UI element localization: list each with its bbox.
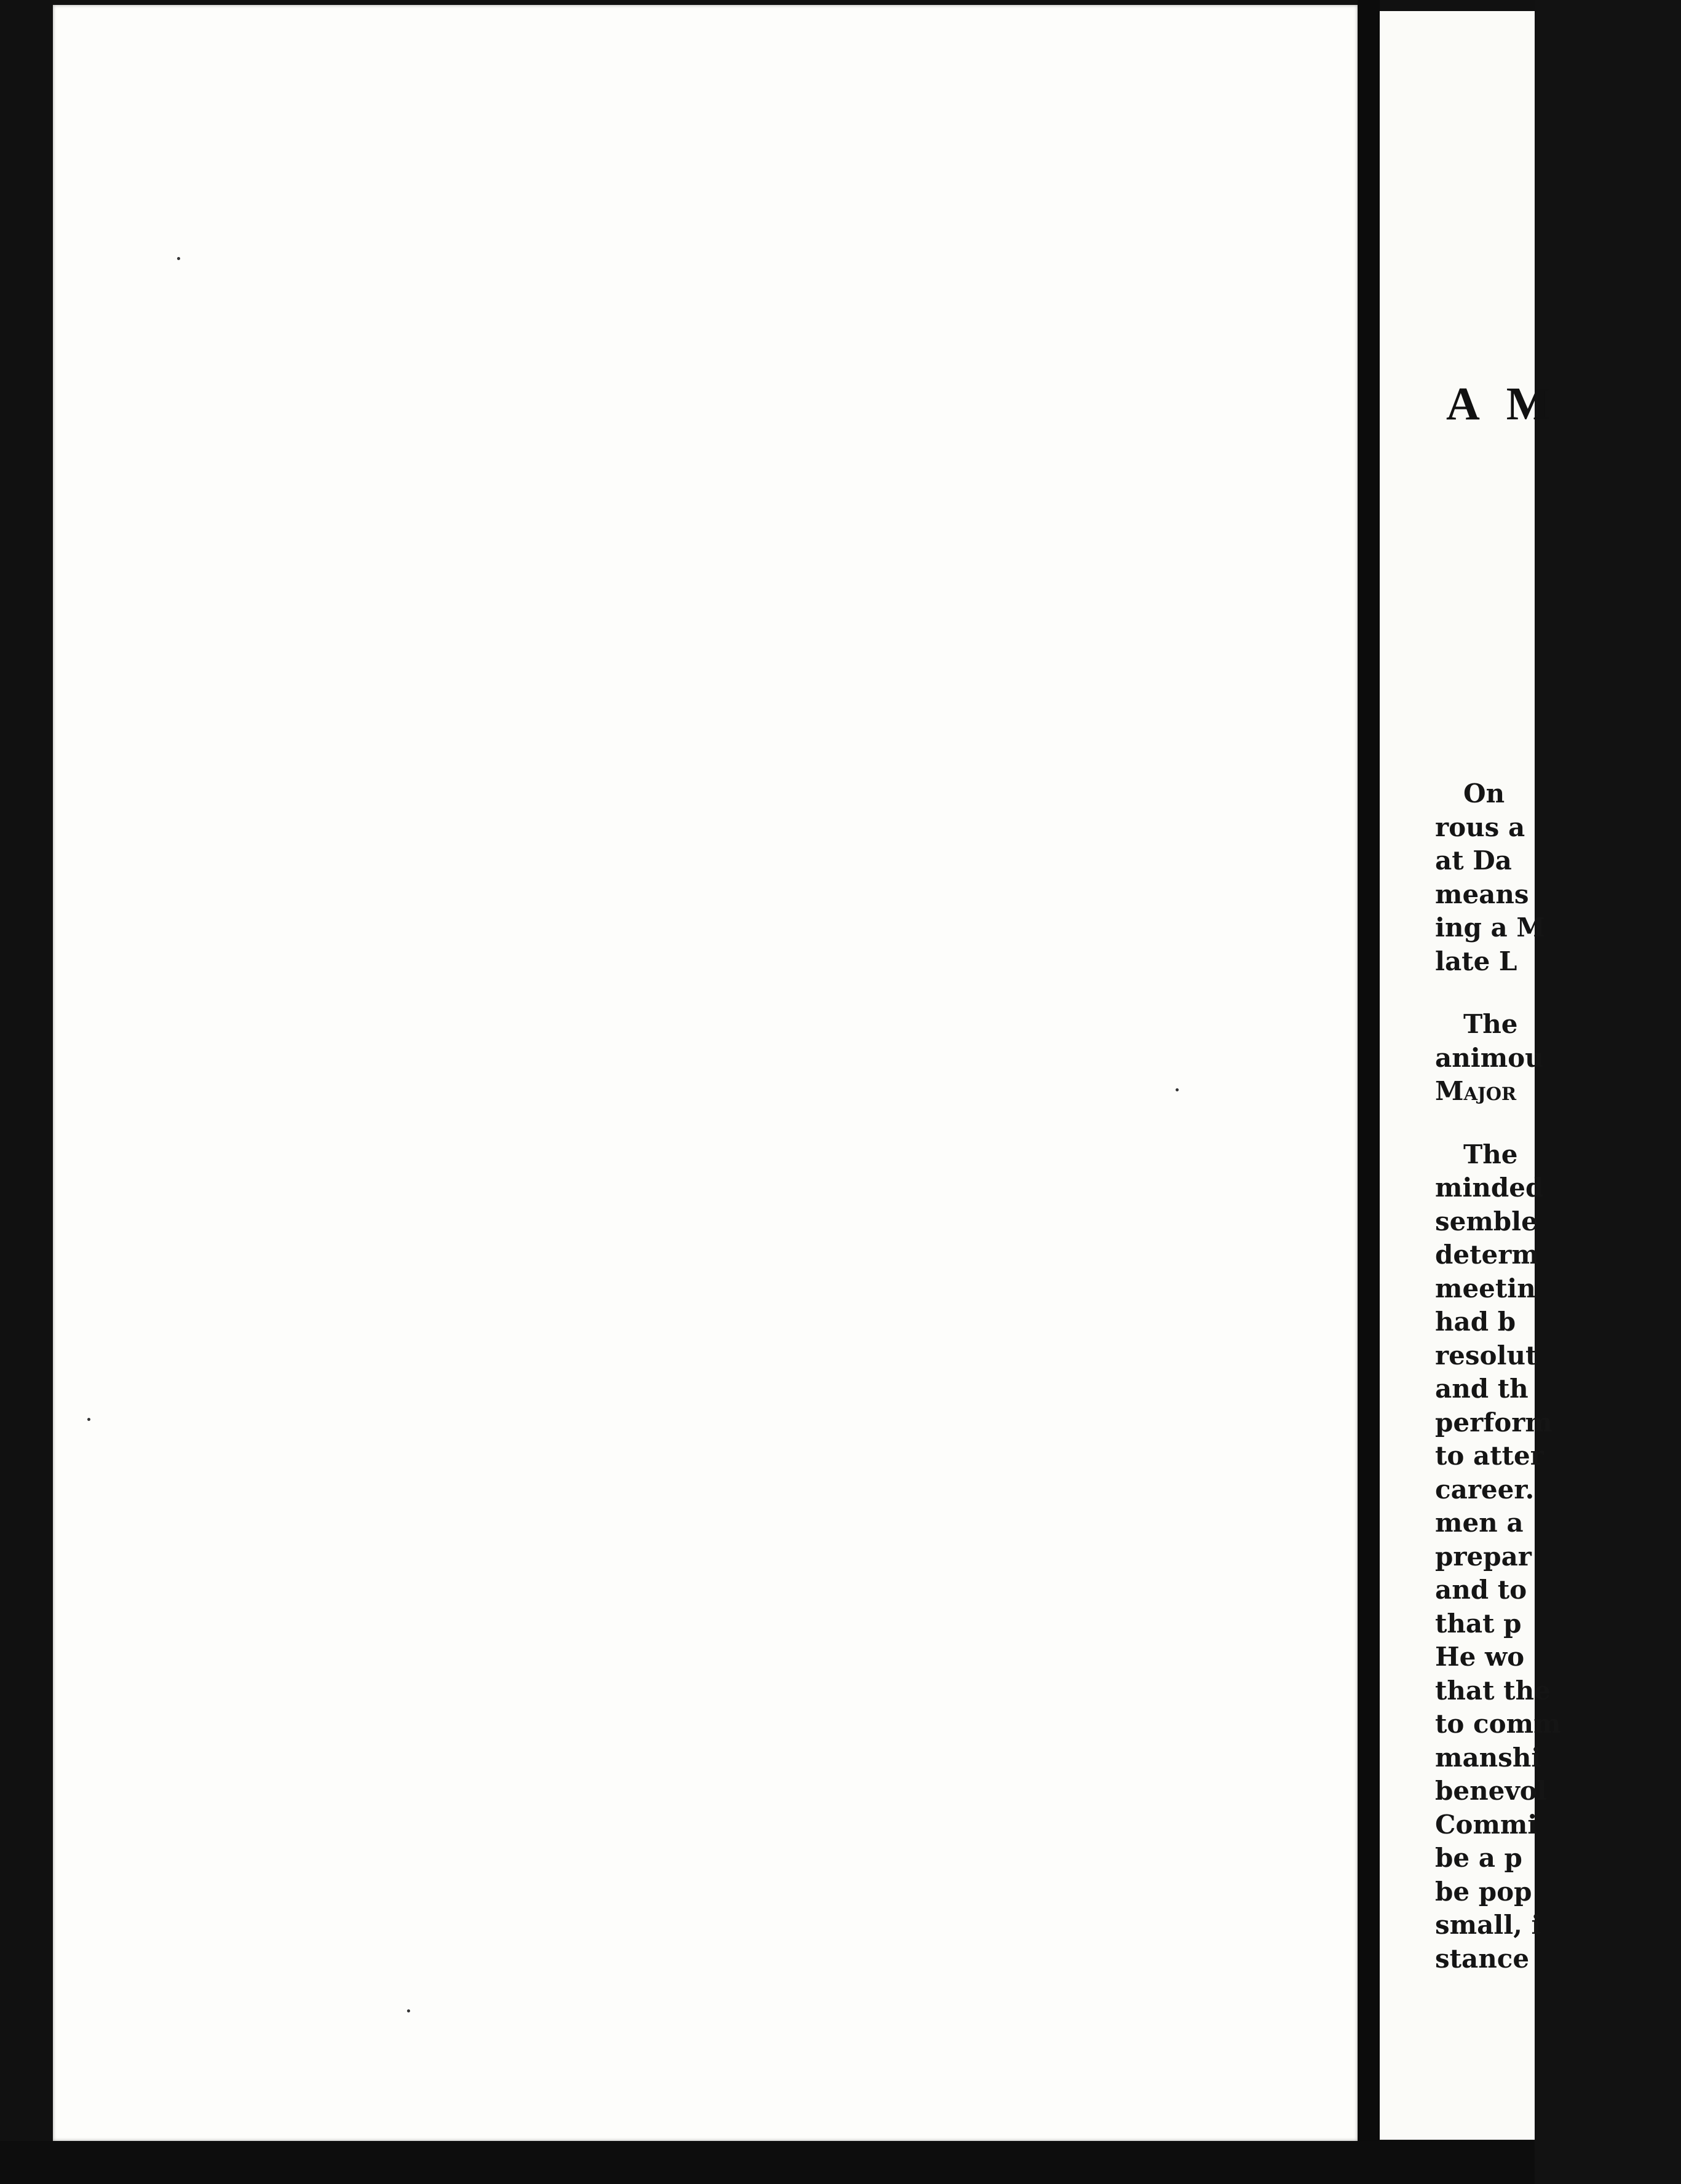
text-line: prepar xyxy=(1435,1541,1532,1572)
text-line: The xyxy=(1463,1139,1518,1169)
text-line: benevol xyxy=(1435,1776,1547,1806)
text-line: He wo xyxy=(1435,1642,1525,1672)
text-line: means xyxy=(1435,879,1529,909)
scan-speck xyxy=(87,1418,90,1421)
text-line: that p xyxy=(1435,1608,1522,1639)
text-line: stance xyxy=(1435,1943,1530,1974)
text-line: semble xyxy=(1435,1206,1538,1236)
text-line: meetin xyxy=(1435,1273,1536,1304)
text-line: Major xyxy=(1435,1076,1517,1106)
text-line: minded xyxy=(1435,1173,1544,1203)
page-heading: A M xyxy=(1446,378,1559,430)
text-line: The xyxy=(1463,1009,1518,1039)
text-line: On xyxy=(1463,778,1505,809)
text-line: to comm xyxy=(1435,1709,1561,1739)
text-line: be pop xyxy=(1435,1876,1532,1907)
scan-bottom-edge xyxy=(0,2141,1535,2184)
text-line: and to xyxy=(1435,1575,1527,1605)
body-text xyxy=(1435,777,1681,1976)
text-line: at Da xyxy=(1435,845,1512,876)
book-gutter xyxy=(1358,0,1380,2184)
text-line: and th xyxy=(1435,1374,1529,1404)
paragraph-1 xyxy=(1435,777,1681,978)
text-line: career. xyxy=(1435,1474,1535,1505)
text-line: Commi xyxy=(1435,1809,1538,1840)
text-line: animou xyxy=(1435,1042,1544,1073)
text-line: manshi xyxy=(1435,1742,1541,1773)
text-line: small, i xyxy=(1435,1910,1541,1940)
text-line: resolut xyxy=(1435,1340,1538,1371)
text-line: had b xyxy=(1435,1307,1516,1337)
scan-speck xyxy=(1176,1088,1179,1091)
text-line: late L xyxy=(1435,946,1517,976)
scan-speck xyxy=(407,2009,410,2012)
scan-speck xyxy=(177,257,180,260)
paragraph-3 xyxy=(1435,1138,1681,1976)
text-line: that the xyxy=(1435,1675,1551,1706)
paragraph-2 xyxy=(1435,1008,1681,1109)
blank-left-page xyxy=(53,5,1358,2141)
text-line: determ xyxy=(1435,1240,1539,1270)
text-line: be a p xyxy=(1435,1843,1522,1873)
right-page xyxy=(1380,11,1561,2140)
text-line: men a xyxy=(1435,1508,1524,1538)
text-line: to atter xyxy=(1435,1441,1544,1471)
text-line: rous a xyxy=(1435,812,1525,842)
text-line: ing a M xyxy=(1435,912,1545,943)
text-line: perform xyxy=(1435,1407,1552,1438)
